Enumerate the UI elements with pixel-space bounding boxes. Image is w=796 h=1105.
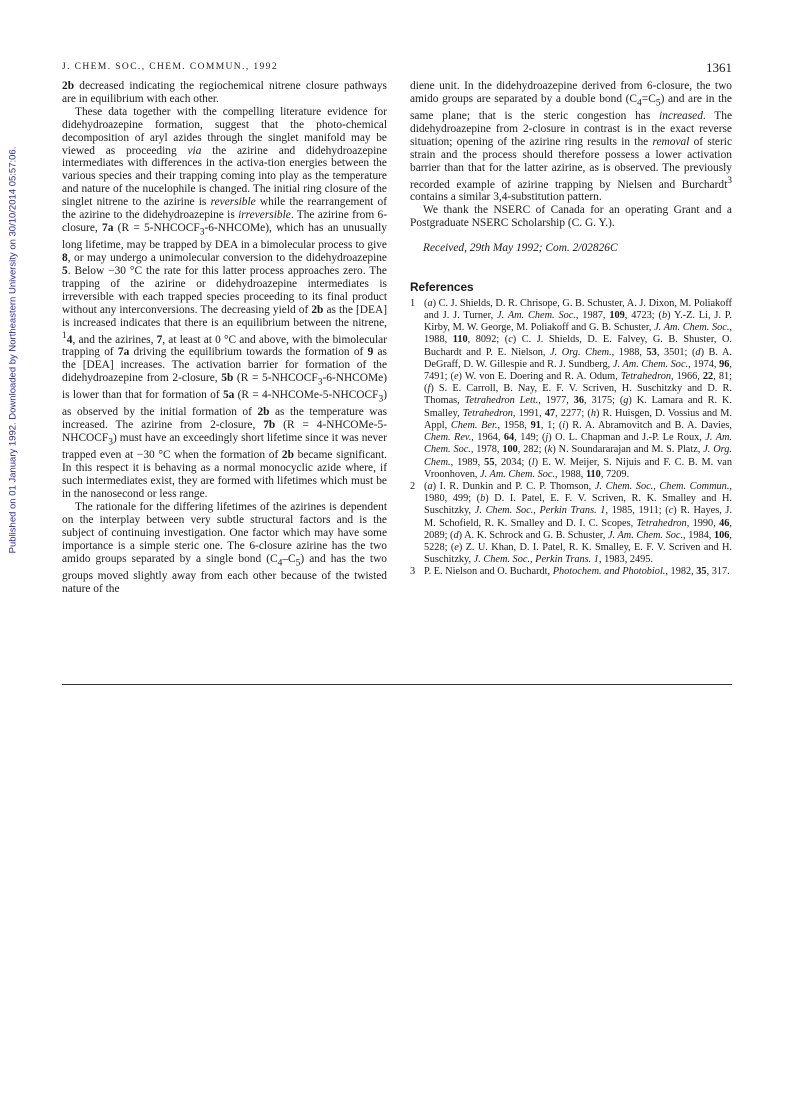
body-paragraph: The rationale for the differing lifetimes of the azirines is dependent on the interplay between very subtle structural factors and is the subject of continuing investigation. One factor which may have some importance is a simple steric one. The 6-closure azirine has the two amido groups separated by a single bond $(C_4-C_5)$ and has the two groups moved slightly away from each other because of the twisted nature of the [62,501,387,595]
footer-divider [62,684,732,685]
reference-item [410,481,732,566]
reference-number: 3 [410,566,416,578]
body-paragraph: These data together with the compelling literature evidence for didehydroazepine formation, suggest that the photo-chemical decomposition of aryl azides through the singlet manifold may be viewed as proceeding via the azirine and didehydroazepine intermediates with differences in the activa-tion energies between the various species and their trapping coming into play as the temperature and nature of the nucelophile is changed. The initial ring closure of the singlet nitrene to the azirine is reversible while the rearrangement of the azirine to the didehydroazepine is irreversible. The azirine from 6-closure, 7a $(R = 5-NHCOCF_3-6-NHCOMe)$, which has an unusually long lifetime, may be trapped by DEA in a bimolecular process to give 8, or may undergo a unimolecular conversion to the didehydroazepine 5. Below −30 °C the rate for this latter process approaches zero. The trapping of the azirine or didehydroazepine intermediates is irreversible with each trapped species proceeding to its final product without any interconversions. The decreasing yield of 2b as the [DEA] is increased indicates that there is an equilibrium between the nitrene, $^1$4, and the azirines, 7, at least at 0 °C and above, with the bimolecular trapping of 7a driving the equilibrium towards the formation of 9 as the [DEA] increases. The activation barrier for formation of the didehydroazepine from 2-closure, 5b $(R = 5-NHCOCF_3-6-NHCOMe)$ is lower than that for formation of 5a $(R = 4-NHCOMe-5-NHCOCF_3)$ as observed by the initial formation of 2b as the temperature was increased. The azirine from 2-closure, 7b $(R = 4-NHCOMe-5-NHCOCF_3)$ must have an exceedingly short lifetime since it was never trapped even at −30 °C when the formation of 2b became significant. In this respect it is behaving as a normal monocyclic azide where, if such intermediates exist, they are formed with lifetimes which must be in the nanosecond or less range. [62,105,388,501]
received-date: Received, 29th May 1992; Com. 2/02826C [423,242,618,255]
reference-number: 2 [410,480,416,492]
reference-text: (a) I. R. Dunkin and P. C. P. Thomson, J. Chem. Soc., Chem. Commun., 1980, 499; (b) D. I. Patel, E. F. V. Scriven, R. K. Smalley and H. Suschitzky, J. Chem. Soc., Perkin Trans. 1, 1985, 1911; (c) R. Hayes, J. M. Schofield, R. K. Smalley and D. I. C. Scopes, Tetrahedron, 1990, 46, 2089; (d) A. K. Schrock and G. B. Schuster, J. Am. Chem. Soc., 1984, 106, 5228; (e) Z. U. Khan, D. I. Patel, R. K. Smalley, E. F. V. Scriven and H. Suschitzky, J. Chem. Soc., Perkin Trans. 1, 1983, 2495. [424,480,733,566]
reference-item [410,566,732,578]
references-list [410,298,732,579]
page-number: 1361 [706,60,732,75]
right-column [410,80,732,579]
left-column [62,80,387,596]
references-heading: References [410,279,474,294]
reference-item [410,298,732,481]
provenance-text[interactable]: Published on 01 January 1992. Downloaded by Northeastern University on 30/10/2014 05:57:06. [7,146,19,554]
body-paragraph: diene unit. In the didehydroazepine derived from 6-closure, the two amido groups are separated by a double bond $(C_4=C_5)$ and are in the same plane; that is the steric congestion has increased. The didehydroazepine from 2-closure in contrast is in the exact reverse situation; opening of the azirine ring results in the removal of steric strain and the process should therefore possess a lower activation barrier than that for the latter azirine, as is observed. The previously recorded example of azirine trapping by Nielsen and Burchardt$^3$ contains a similar 3,4-substitution pattern. [410,80,733,204]
running-head: J. CHEM. SOC., CHEM. COMMUN., 1992 [62,62,278,72]
reference-number: 1 [410,297,416,309]
reference-text: (a) C. J. Shields, D. R. Chrisope, G. B. Schuster, A. J. Dixon, M. Poliakoff and J. J. Turner, J. Am. Chem. Soc., 1987, 109, 4723; (b) Y.-Z. Li, J. P. Kirby, M. W. George, M. Poliakoff and G. B. Schuster, J. Am. Chem. Soc., 1988, 110, 8092; (c) C. J. Shields, D. E. Falvey, G. B. Shuster, O. Buchardt and P. E. Nielson, J. Org. Chem., 1988, 53, 3501; (d) B. A. DeGraff, D. W. Gillespie and R. J. Sundberg, J. Am. Chem. Soc., 1974, 96, 7491; (e) W. von E. Doering and R. A. Odum, Tetrahedron, 1966, 22, 81; (f) S. E. Carroll, B. Nay, E. F. V. Scriven, H. Suschitzky and D. R. Thomas, Tetrahedron Lett., 1977, 36, 3175; (g) K. Lamara and R. K. Smalley, Tetrahedron, 1991, 47, 2277; (h) R. Huisgen, D. Vossius and M. Appl, Chem. Ber., 1958, 91, 1; (i) R. A. Abramovitch and B. A. Davies, Chem. Rev., 1964, 64, 149; (j) O. L. Chapman and J.-P. Le Roux, J. Am. Chem. Soc., 1978, 100, 282; (k) N. Soundararajan and M. S. Platz, J. Org. Chem., 1989, 55, 2034; (l) E. W. Meijer, S. Nijuis and F. C. B. M. van Vroonhoven, J. Am. Chem. Soc., 1988, 110, 7209. [424,297,733,480]
acknowledgements: We thank the NSERC of Canada for an operating Grant and a Postgraduate NSERC Scholarship (C. G. Y.). [410,204,732,230]
reference-text: P. E. Nielson and O. Buchardt, Photochem. and Photobiol., 1982, 35, 317. [424,566,730,578]
page-header [0,60,796,76]
provenance-stamp [4,70,22,630]
body-paragraph: 2b decreased indicating the regiochemical nitrene closure pathways are in equilibrium with each other. [62,80,387,105]
